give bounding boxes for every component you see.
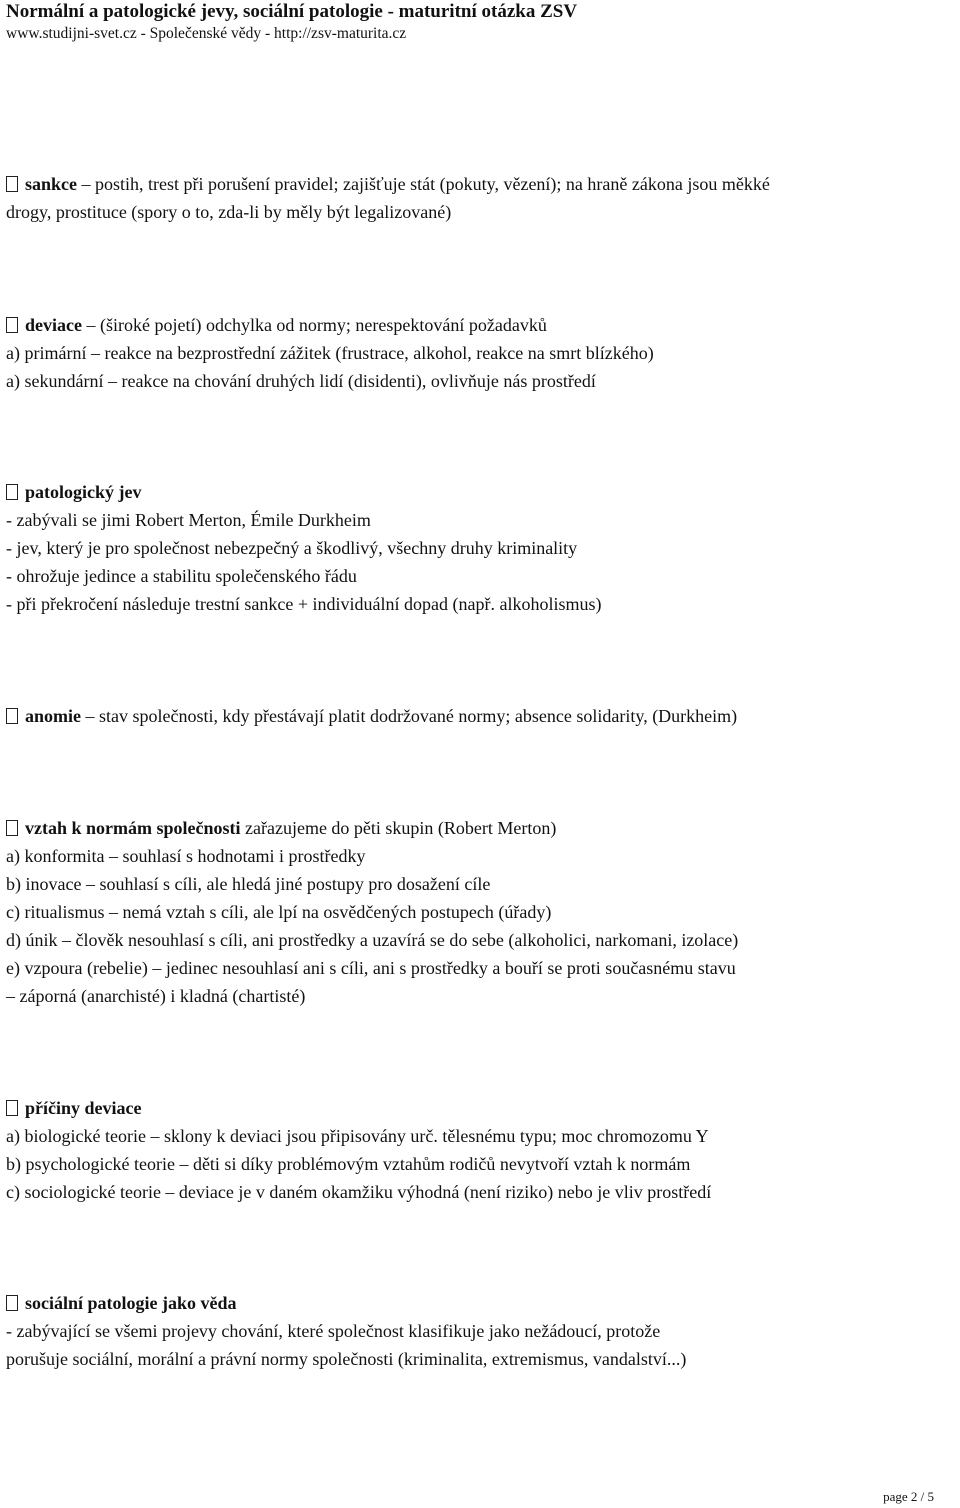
section-heading [6, 478, 956, 506]
checkbox-bullet-icon [6, 1100, 18, 1116]
definition-continuation: drogy, prostituce (spory o to, zda-li by měly být legalizované) [6, 202, 452, 222]
section-vztah-k-normam [6, 814, 956, 1010]
section-priciny-deviace [6, 1094, 956, 1206]
list-item: a) konformita – souhlasí s hodnotami i prostředky [6, 846, 366, 866]
section-patologicky-jev [6, 478, 956, 618]
section-heading [6, 814, 956, 842]
list-item: c) sociologické teorie – deviace je v daném okamžiku výhodná (není riziko) nebo je vliv prostředí [6, 1182, 712, 1202]
document-header [6, 0, 577, 44]
list-item: b) inovace – souhlasí s cíli, ale hledá jiné postupy pro dosažení cíle [6, 874, 491, 894]
checkbox-bullet-icon [6, 820, 18, 836]
section-heading [6, 702, 956, 730]
term-anomie: anomie [25, 706, 81, 726]
document-subtitle: www.studijni-svet.cz - Společenské vědy - http://zsv-maturita.cz [6, 25, 407, 42]
list-item: d) únik – člověk nesouhlasí s cíli, ani prostředky a uzavírá se do sebe (alkoholici, narkomani, izolace) [6, 930, 739, 950]
list-item: - při překročení následuje trestní sankce + individuální dopad (např. alkoholismus) [6, 594, 602, 614]
list-item: – záporná (anarchisté) i kladná (chartisté) [6, 986, 306, 1006]
page-number: page 2 / 5 [883, 1489, 934, 1504]
definition-text: – postih, trest při porušení pravidel; zajišťuje stát (pokuty, vězení); na hraně zákona jsou měkké [77, 174, 770, 194]
term-vztah-k-normam: vztah k normám společnosti [25, 818, 241, 838]
section-heading [6, 311, 956, 339]
term-patologicky-jev: patologický jev [25, 482, 142, 502]
term-priciny-deviace: příčiny deviace [25, 1098, 142, 1118]
term-sankce: sankce [25, 174, 78, 194]
list-item: b) psychologické teorie – děti si díky problémovým vztahům rodičů nevytvoří vztah k normám [6, 1154, 691, 1174]
definition-text: – stav společnosti, kdy přestávají platit dodržované normy; absence solidarity, (Durkheim) [81, 706, 738, 726]
section-heading [6, 1094, 956, 1122]
list-item: a) biologické teorie – sklony k deviaci jsou připisovány urč. tělesnému typu; moc chromozomu Y [6, 1126, 709, 1146]
section-heading [6, 1289, 956, 1317]
section-deviace [6, 311, 956, 395]
definition-text: zařazujeme do pěti skupin (Robert Merton) [240, 818, 557, 838]
list-item: porušuje sociální, morální a právní normy společnosti (kriminalita, extremismus, vandalství...) [6, 1349, 687, 1369]
document-title: Normální a patologické jevy, sociální patologie - maturitní otázka ZSV [6, 1, 578, 22]
checkbox-bullet-icon [6, 176, 18, 192]
list-item: a) primární – reakce na bezprostřední zážitek (frustrace, alkohol, reakce na smrt blízkého) [6, 343, 654, 363]
term-socialni-patologie: sociální patologie jako věda [25, 1293, 237, 1313]
list-item: - zabývali se jimi Robert Merton, Émile Durkheim [6, 510, 371, 530]
section-socialni-patologie [6, 1289, 956, 1373]
checkbox-bullet-icon [6, 484, 18, 500]
list-item: - ohrožuje jedince a stabilitu společenského řádu [6, 566, 357, 586]
list-item: e) vzpoura (rebelie) – jedinec nesouhlasí ani s cíli, ani s prostředky a bouří se proti současnému stavu [6, 958, 736, 978]
checkbox-bullet-icon [6, 708, 18, 724]
checkbox-bullet-icon [6, 317, 18, 333]
section-anomie [6, 702, 956, 730]
section-heading [6, 170, 956, 198]
list-item: - jev, který je pro společnost nebezpečný a škodlivý, všechny druhy kriminality [6, 538, 578, 558]
section-sankce [6, 170, 956, 226]
list-item: a) sekundární – reakce na chování druhých lidí (disidenti), ovlivňuje nás prostředí [6, 371, 596, 391]
definition-text: – (široké pojetí) odchylka od normy; nerespektování požadavků [81, 315, 547, 335]
list-item: c) ritualismus – nemá vztah s cíli, ale lpí na osvědčených postupech (úřady) [6, 902, 552, 922]
checkbox-bullet-icon [6, 1295, 18, 1311]
term-deviace: deviace [25, 315, 82, 335]
list-item: - zabývající se všemi projevy chování, které společnost klasifikuje jako nežádoucí, protože [6, 1321, 661, 1341]
